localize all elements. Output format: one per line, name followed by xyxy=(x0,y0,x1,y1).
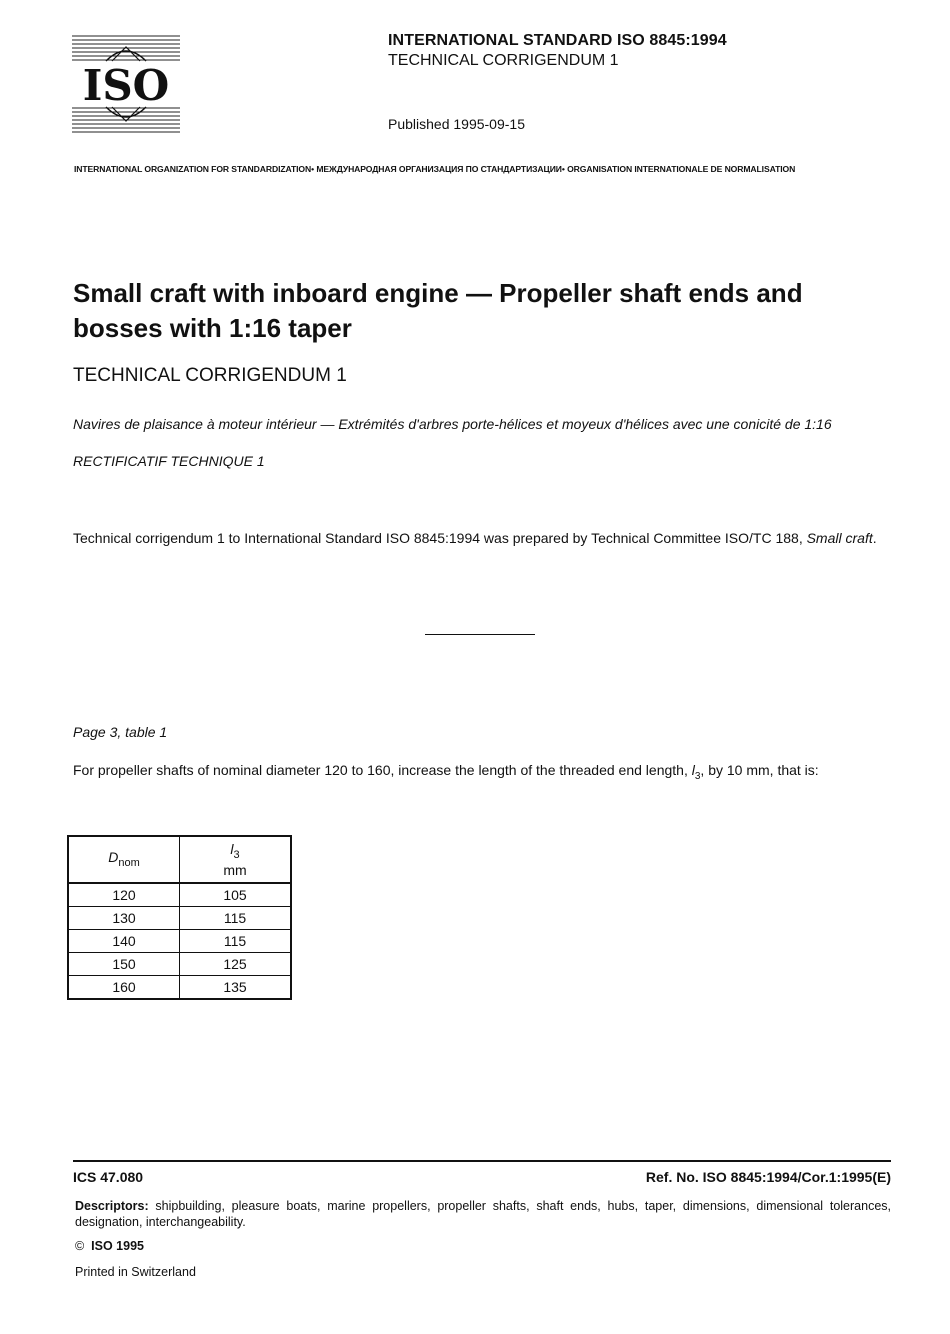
table-row xyxy=(68,907,291,930)
organization-line xyxy=(74,164,795,174)
length-symbol-subscript: 3 xyxy=(694,770,701,782)
table-cell-dnom: 160 xyxy=(68,976,180,1000)
printed-in: Printed in Switzerland xyxy=(75,1265,196,1279)
french-rectificatif: RECTIFICATIF TECHNIQUE 1 xyxy=(73,453,265,469)
org-name-fr: ORGANISATION INTERNATIONALE DE NORMALISATION xyxy=(567,164,796,174)
dnom-symbol: D xyxy=(108,848,119,865)
preparation-end: . xyxy=(872,530,877,546)
org-name-ru: МЕЖДУНАРОДНАЯ ОРГАНИЗАЦИЯ ПО СТАНДАРТИЗАЦИИ xyxy=(316,164,562,174)
table-cell-dnom: 150 xyxy=(68,953,180,976)
table-cell-dnom: 140 xyxy=(68,930,180,953)
instruction-text: For propeller shafts of nominal diameter 120 to 160, increase the length of the threaded end length, xyxy=(73,762,688,778)
table-cell-l3: 115 xyxy=(180,930,292,953)
l3-symbol: l xyxy=(230,840,234,857)
table-cell-l3: 105 xyxy=(180,883,292,907)
copyright-text: ISO 1995 xyxy=(91,1239,144,1253)
copyright-symbol: © xyxy=(75,1239,85,1253)
org-name-en: INTERNATIONAL ORGANIZATION FOR STANDARDIZATION xyxy=(74,164,312,174)
table-row xyxy=(68,883,291,907)
standard-title: INTERNATIONAL STANDARD ISO 8845:1994 xyxy=(388,32,727,49)
table-cell-l3: 135 xyxy=(180,976,292,1000)
document-title: Small craft with inboard engine — Propeller shaft ends and bosses with 1:16 taper xyxy=(73,278,803,343)
instruction-paragraph xyxy=(73,762,819,782)
ics-code: ICS 47.080 xyxy=(73,1169,144,1185)
svg-text:ISO: ISO xyxy=(82,61,170,110)
dnom-subscript: nom xyxy=(118,856,140,869)
section-separator xyxy=(425,634,535,635)
corrigendum-subtitle: TECHNICAL CORRIGENDUM 1 xyxy=(388,52,619,69)
table-header-row xyxy=(68,836,291,883)
l3-unit: mm xyxy=(223,862,247,879)
table-row xyxy=(68,976,291,1000)
descriptors-text: shipbuilding, pleasure boats, marine propellers, propeller shafts, shaft ends, hubs, taper, dimensions, dimensional tolerances, designation, interchangeability. xyxy=(75,1199,891,1229)
table-cell-dnom: 120 xyxy=(68,883,180,907)
org-separator: • xyxy=(311,164,315,174)
instruction-end: , by 10 mm, that is: xyxy=(700,762,819,778)
committee-name: Small craft xyxy=(806,530,873,546)
iso-logo xyxy=(72,33,180,135)
footer-rule xyxy=(73,1160,891,1162)
table-row xyxy=(68,953,291,976)
published-date: Published 1995-09-15 xyxy=(388,116,525,132)
l3-subscript: 3 xyxy=(233,848,240,861)
page-reference: Page 3, table 1 xyxy=(73,724,168,740)
table-cell-dnom: 130 xyxy=(68,907,180,930)
length-table xyxy=(67,835,292,1000)
length-symbol: l xyxy=(691,762,695,778)
header-l3 xyxy=(180,836,292,883)
descriptors xyxy=(75,1198,891,1230)
preparation-paragraph xyxy=(73,529,891,547)
corrigendum-heading: TECHNICAL CORRIGENDUM 1 xyxy=(73,365,347,386)
table-cell-l3: 115 xyxy=(180,907,292,930)
preparation-text: Technical corrigendum 1 to International Standard ISO 8845:1994 was prepared by Technical Committee ISO/TC 188, xyxy=(73,530,803,546)
french-title: Navires de plaisance à moteur intérieur — Extrémités d'arbres porte-hélices et moyeux d'hélices avec une conicité de 1:16 xyxy=(73,416,832,432)
copyright xyxy=(75,1239,144,1253)
reference-number: Ref. No. ISO 8845:1994/Cor.1:1995(E) xyxy=(645,1169,891,1185)
org-separator: • xyxy=(561,164,565,174)
table-row xyxy=(68,930,291,953)
descriptors-label: Descriptors: xyxy=(75,1199,149,1213)
header-dnom xyxy=(68,836,180,883)
table-cell-l3: 125 xyxy=(180,953,292,976)
